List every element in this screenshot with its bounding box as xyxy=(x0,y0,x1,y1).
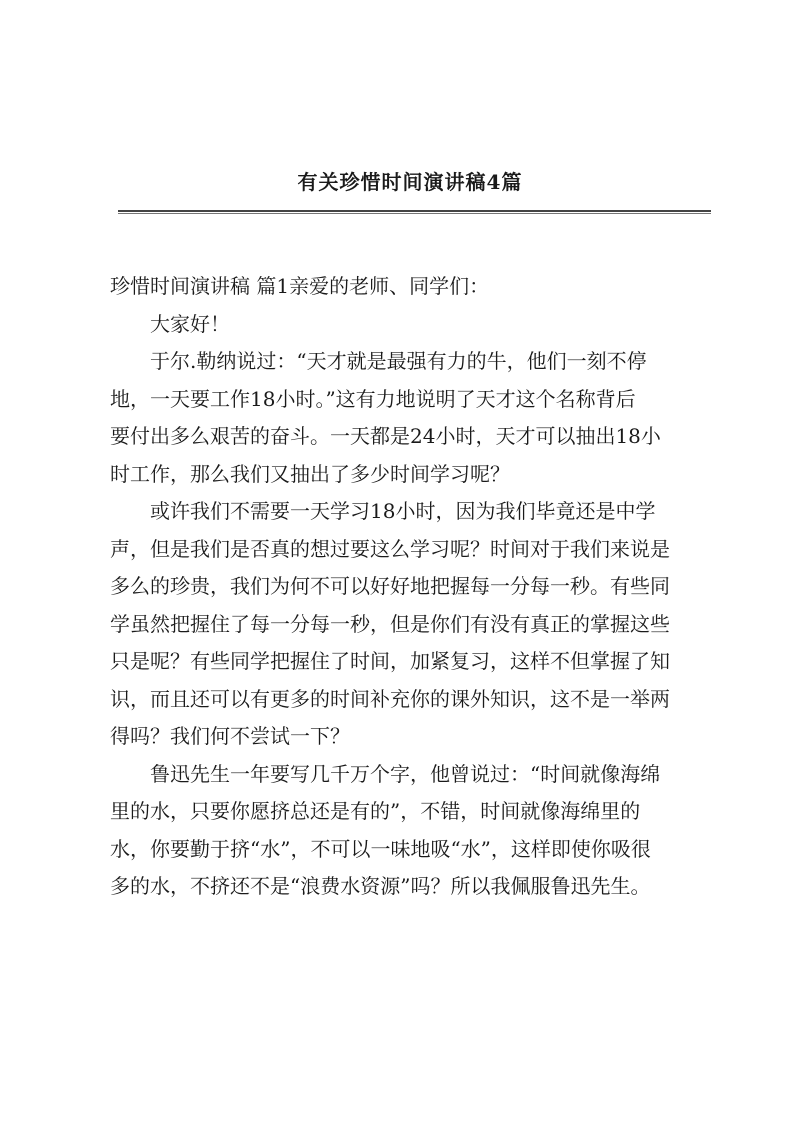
text-line: 学虽然把握住了每一分每一秒，但是你们有没有真正的掌握这些 xyxy=(110,611,670,636)
paragraph-greeting xyxy=(110,306,710,344)
document-body xyxy=(110,268,710,906)
text-line: 里的水，只要你愿挤总还是有的”，不错，时间就像海绵里的 xyxy=(110,799,641,823)
text-line: 地，一天要工作18小时。”这有力地说明了天才这个名称背后 xyxy=(110,386,636,411)
text-line: 于尔.勒纳说过：“天才就是最强有力的牛，他们一刻不停 xyxy=(150,349,647,373)
text-line: 只是呢？有些同学把握住了时间，加紧复习，这样不但掌握了知 xyxy=(110,649,670,673)
text-line: 或许我们不需要一天学习18小时，因为我们毕竟还是中学 xyxy=(150,499,656,523)
text-line: 多的水，不挤还不是“浪费水资源”吗？所以我佩服鲁迅先生。 xyxy=(110,874,651,898)
text-line: 得吗？我们何不尝试一下？ xyxy=(110,724,350,748)
title-divider xyxy=(118,210,711,214)
paragraph-luxun xyxy=(110,756,710,906)
text-line: 鲁迅先生一年要写几千万个字，他曾说过：“时间就像海绵 xyxy=(150,761,661,786)
paragraph-verne-quote xyxy=(110,343,710,493)
document-title: 有关珍惜时间演讲稿4篇 xyxy=(297,170,523,194)
text-line: 大家好！ xyxy=(150,311,230,336)
text-line: 珍惜时间演讲稿 篇1亲爱的老师、同学们： xyxy=(110,274,490,298)
paragraph-heading-line xyxy=(110,268,710,306)
text-line: 多么的珍贵，我们为何不可以好好地把握每一分每一秒。有些同 xyxy=(110,574,670,598)
text-line: 要付出多么艰苦的奋斗。一天都是24小时，天才可以抽出18小 xyxy=(110,424,661,448)
text-line: 识，而且还可以有更多的时间补充你的课外知识，这不是一举两 xyxy=(110,686,670,711)
paragraph-study-time xyxy=(110,493,710,756)
text-line: 声，但是我们是否真的想过要这么学习呢？时间对于我们来说是 xyxy=(110,536,670,561)
text-line: 水，你要勤于挤“水”，不可以一味地吸“水”，这样即使你吸很 xyxy=(110,836,651,861)
text-line: 时工作，那么我们又抽出了多少时间学习呢？ xyxy=(110,461,510,486)
